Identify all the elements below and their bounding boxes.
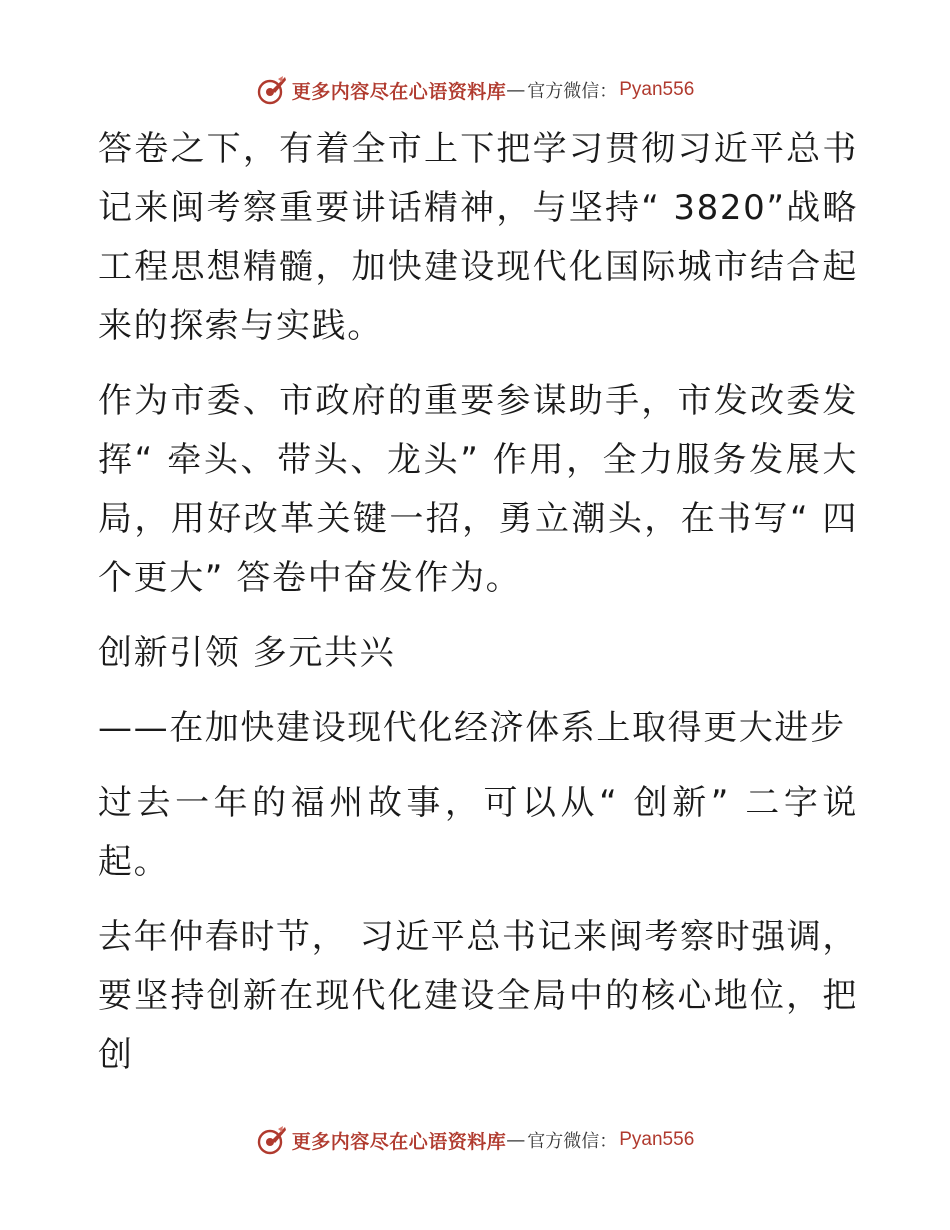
header-wechat-id: Pyan556 [619,79,695,100]
paragraph-innovation: 过去一年的福州故事，可以从“ 创新” 二字说起。 [98,783,858,882]
header-separator: — [506,79,526,101]
quill-logo-icon [256,74,288,106]
footer-separator: — [506,1129,526,1151]
section-heading: 创新引领 多元共兴 [98,633,396,673]
document-body [98,120,858,1101]
header-site-text: 更多内容尽在心语资料库 [291,80,507,103]
paragraph-commission-role: 作为市委、市政府的重要参谋助手，市发改委发挥“ 牵头、带头、龙头” 作用，全力服务发展大局，用好改革关键一招，勇立潮头，在书写“ 四个更大” 答卷中奋发作为。 [98,381,858,598]
header-wechat-label: 官方微信： [527,81,618,102]
quill-logo-icon [256,1124,288,1156]
footer-site-text: 更多内容尽在心语资料库 [291,1130,507,1153]
footer-wechat-id: Pyan556 [619,1129,695,1150]
paragraph-spring-visit: 去年仲春时节， 习近平总书记来闽考察时强调，要坚持创新在现代化建设全局中的核心地位，把创 [98,917,859,1075]
section-subheading: ——在加快建设现代化经济体系上取得更大进步 [98,708,846,748]
paragraph-intro: 答卷之下，有着全市上下把学习贯彻习近平总书记来闽考察重要讲话精神，与坚持“ 3820”战略工程思想精髓，加快建设现代化国际城市结合起来的探索与实践。 [98,129,858,346]
footer-wechat-label: 官方微信： [527,1131,618,1152]
footer-watermark [0,1120,950,1160]
header-watermark [0,70,950,110]
